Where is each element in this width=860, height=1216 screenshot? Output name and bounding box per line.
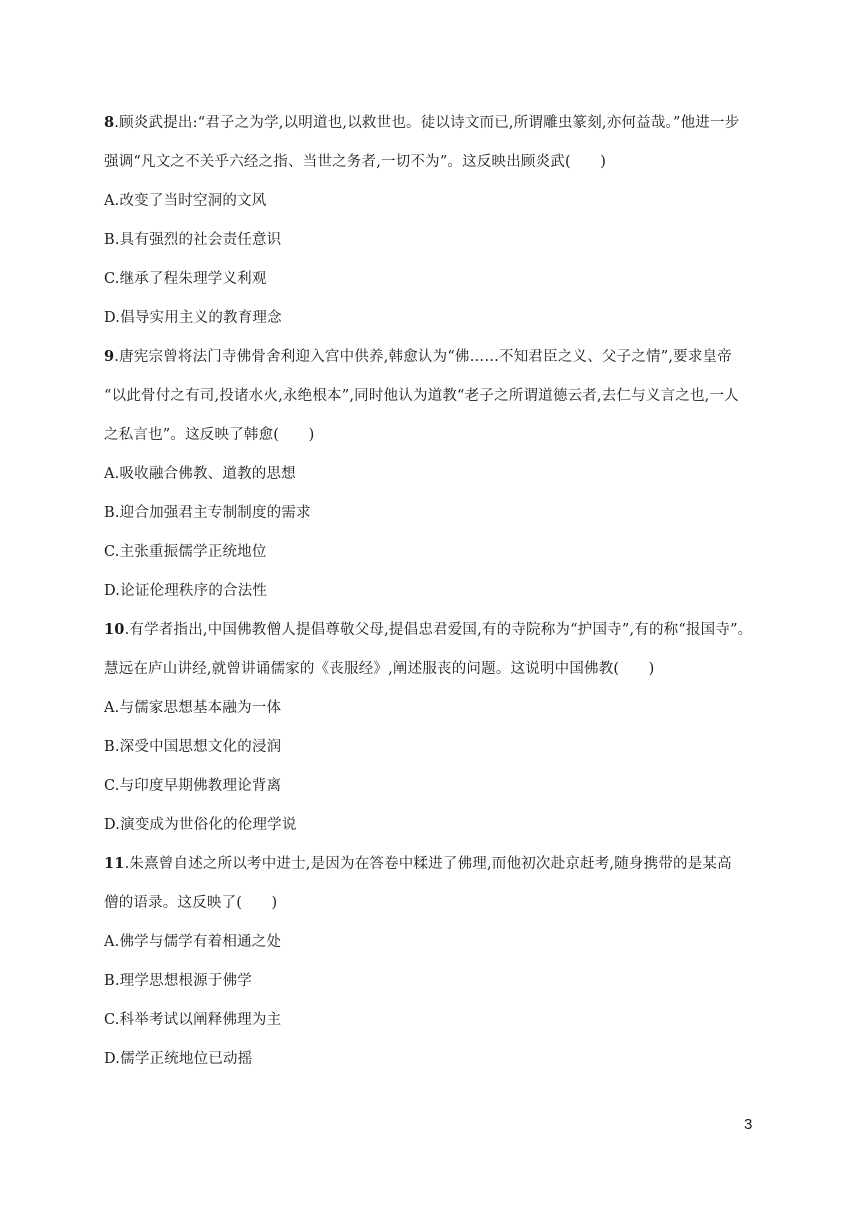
question-8-option-b[interactable]: B.具有强烈的社会责任意识: [104, 232, 282, 248]
question-11-option-b[interactable]: B.理学思想根源于佛学: [104, 973, 252, 989]
question-8-option-d[interactable]: D.倡导实用主义的教育理念: [104, 310, 282, 326]
question-number: 8: [104, 114, 115, 131]
question-11-option-a[interactable]: A.佛学与儒学有着相通之处: [104, 934, 282, 950]
question-9-stem-line-3: 之私言也”。这反映了韩愈( ): [104, 427, 315, 443]
question-10-option-c[interactable]: C.与印度早期佛教理论背离: [104, 778, 282, 794]
question-9-stem-line-2: “以此骨付之有司,投诸水火,永绝根本”,同时他认为道教“老子之所谓道德云者,去仁与义言之也,一人: [104, 388, 739, 404]
page-number: 3: [744, 1116, 753, 1133]
question-9-option-b[interactable]: B.迎合加强君主专制制度的需求: [104, 505, 311, 521]
question-11-option-d[interactable]: D.儒学正统地位已动摇: [104, 1051, 253, 1067]
question-8-stem-line-2: 强调“凡文之不关乎六经之指、当世之务者,一切不为”。这反映出顾炎武( ): [104, 154, 607, 170]
question-10-stem-line-1: 10.有学者指出,中国佛教僧人提倡尊敬父母,提倡忠君爱国,有的寺院称为“护国寺”,有的称“报国寺”。: [104, 621, 753, 638]
question-9-option-a[interactable]: A.吸收融合佛教、道教的思想: [104, 466, 296, 482]
question-9-stem-line-1: 9.唐宪宗曾将法门寺佛骨舍利迎入宫中供养,韩愈认为“佛……不知君臣之义、父子之情”,要求皇帝: [104, 348, 732, 365]
question-11-stem-line-1: 11.朱熹曾自述之所以考中进士,是因为在答卷中糅进了佛理,而他初次赴京赶考,随身携带的是某高: [104, 855, 732, 872]
question-11-stem-line-2: 僧的语录。这反映了( ): [104, 895, 278, 911]
question-10-option-b[interactable]: B.深受中国思想文化的浸润: [104, 739, 282, 755]
question-10-option-a[interactable]: A.与儒家思想基本融为一体: [104, 700, 282, 716]
question-8-option-c[interactable]: C.继承了程朱理学义利观: [104, 271, 267, 287]
question-10-option-d[interactable]: D.演变成为世俗化的伦理学说: [104, 817, 297, 833]
question-9-option-d[interactable]: D.论证伦理秩序的合法性: [104, 583, 268, 599]
question-11-option-c[interactable]: C.科举考试以阐释佛理为主: [104, 1012, 282, 1028]
question-8-option-a[interactable]: A.改变了当时空洞的文风: [104, 193, 267, 209]
question-9-option-c[interactable]: C.主张重振儒学正统地位: [104, 544, 267, 560]
question-10-stem-line-2: 慧远在庐山讲经,就曾讲诵儒家的《丧服经》,阐述服丧的问题。这说明中国佛教( ): [104, 661, 655, 677]
question-8-stem-line-1: 8.顾炎武提出:“君子之为学,以明道也,以救世也。徒以诗文而已,所谓雕虫篆刻,亦何益哉。”他进一步: [104, 114, 740, 131]
question-number: 9: [104, 348, 115, 365]
question-number: 11: [104, 855, 125, 872]
question-number: 10: [104, 621, 125, 638]
